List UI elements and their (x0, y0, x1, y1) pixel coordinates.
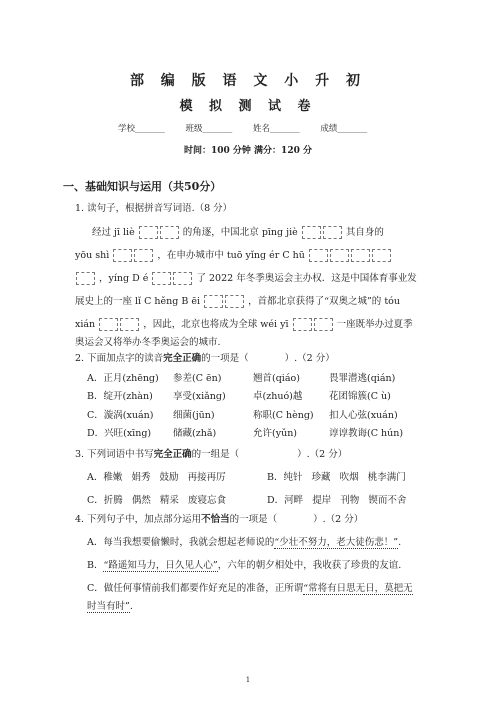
pinyin-box[interactable] (330, 249, 349, 262)
option-word: 刊物 (340, 495, 360, 506)
q1-prompt: 1. 读句子，根据拼音写词语.（8 分） (75, 203, 233, 214)
q1-line-6: 奥运会又将举办冬季奥运会的城市. (75, 337, 221, 348)
q4-prompt-text: ）.（2 分） (313, 514, 364, 525)
q1-text: ，因此，北京也将成为全球 wéi yī (143, 319, 289, 330)
q1-text: 一座既举办过夏季 (336, 319, 413, 330)
name-field[interactable]: 姓名_______ (252, 124, 300, 134)
option-text: C．做任何事情前我们都要作好充足的准备，正所谓 (87, 583, 304, 594)
q1-text: ，首都北京获得了“双奥之城”的 tóu (248, 296, 400, 307)
q1-line-1 (92, 226, 384, 239)
option-word: C．折腾 (87, 495, 123, 506)
q1-line-5 (75, 318, 413, 331)
option-word: B．绽开(zhàn) (87, 391, 153, 402)
q4-prompt-text: 的一项是（ (229, 514, 278, 525)
q4-prompt-emphasis: 不恰当 (201, 514, 230, 525)
option-word: 扣人心弦(xuán) (329, 410, 398, 421)
pinyin-box[interactable] (323, 226, 342, 239)
pinyin-box[interactable] (225, 295, 244, 308)
q2-prompt-text: 的一项是（ (201, 353, 249, 364)
option-word: A．正月(zhēng) (87, 373, 159, 384)
option-word: 卓(zhuó)越 (253, 391, 303, 402)
q3-option-b[interactable] (267, 472, 406, 484)
page-number: 1 (245, 676, 251, 684)
option-text: B． (87, 560, 104, 571)
class-field[interactable]: 班级_______ (185, 124, 233, 134)
pinyin-box[interactable] (173, 272, 192, 285)
q1-text: yōu shì (75, 250, 110, 261)
pinyin-box[interactable] (152, 272, 171, 285)
q1-line-4 (75, 295, 400, 308)
option-word: 鼓励 (159, 472, 179, 483)
q4-prompt (75, 514, 363, 526)
option-dotted-phrase: 时当有时” (87, 601, 130, 612)
pinyin-box[interactable] (309, 249, 328, 262)
time-and-score: 时间：100 分钟 满分：120 分 (184, 146, 312, 156)
q3-prompt (75, 449, 347, 461)
q1-text: xián (75, 319, 96, 330)
pinyin-box[interactable] (120, 318, 139, 331)
option-word: 储藏(zhǎ) (173, 428, 217, 439)
option-word: 参差(C ēn) (173, 373, 222, 384)
q2-prompt-emphasis: 完全正确 (163, 353, 202, 364)
option-word: 精采 (159, 495, 179, 506)
pinyin-box[interactable] (76, 272, 95, 285)
option-word: 畏罪潜逃(qián) (329, 373, 396, 384)
option-word: C．漩涡(xuán) (87, 410, 154, 421)
option-text: A．每当我想要偷懒时，我就会想起老师说的 (87, 537, 275, 548)
q4-prompt-text: 4. 下列句子中，加点部分运用 (75, 514, 202, 525)
q3-prompt-emphasis: 完全正确 (153, 449, 192, 460)
section-heading: 一、基础知识与运用（共50分） (63, 180, 222, 193)
q3-option-c[interactable] (87, 495, 226, 507)
pinyin-box[interactable] (160, 226, 179, 239)
pinyin-box[interactable] (134, 249, 153, 262)
option-word: 桃李满门 (367, 472, 406, 483)
pinyin-box[interactable] (99, 318, 118, 331)
option-word: 娟秀 (131, 472, 151, 483)
q1-text: 了 2022 年冬季奥运会主办权．这是中国体育事业发 (196, 273, 417, 284)
option-word: 偶然 (131, 495, 151, 506)
option-word: A．稚嫩 (87, 472, 123, 483)
q3-prompt-text: ）.（2 分） (297, 449, 348, 460)
pinyin-box[interactable] (314, 318, 333, 331)
q4-option-b[interactable] (87, 560, 401, 572)
q1-line-3 (75, 272, 417, 285)
pinyin-box[interactable] (139, 226, 158, 239)
option-word: 允许(yǔn) (253, 428, 298, 439)
option-word: 谆谆教诲(C hún) (329, 428, 404, 439)
q3-option-d[interactable] (267, 495, 406, 507)
q1-text: 的角逐，中国北京 pīng jiè (182, 227, 298, 238)
option-dotted-phrase: “少壮不努力，老大徒伤悲！” (274, 537, 399, 548)
q1-text: ，在申办城市中 tuō yǐng ér C hū (157, 250, 305, 261)
option-word: D．河畔 (267, 495, 304, 506)
option-word: 称职(C hèng) (253, 410, 314, 421)
q4-option-c-cont (87, 601, 133, 613)
option-word: 细菌(jūn) (173, 410, 215, 421)
exam-subtitle: 模 拟 测 试 卷 (179, 99, 317, 114)
pinyin-box[interactable] (372, 249, 391, 262)
option-word: 废寝忘食 (188, 495, 227, 506)
pinyin-box[interactable] (302, 226, 321, 239)
q3-prompt-text: 的一组是（ (191, 449, 240, 460)
pinyin-box[interactable] (204, 295, 223, 308)
option-word: 提岸 (312, 495, 332, 506)
option-word: B．纯针 (267, 472, 303, 483)
pinyin-box[interactable] (351, 249, 370, 262)
q1-text: 经过 jī liè (92, 227, 135, 238)
q2-prompt (75, 353, 335, 365)
option-text: ，六年的朝夕相处中，我收获了珍贵的友谊. (217, 560, 402, 571)
option-text: . (398, 537, 402, 548)
score-field[interactable]: 成绩_______ (320, 124, 368, 134)
option-word: 吹烟 (339, 472, 359, 483)
option-dotted-phrase: “路遥知马力，日久见人心” (103, 560, 218, 571)
option-word: 花团锦簇(C ù) (329, 391, 391, 402)
q1-line-2 (75, 249, 392, 262)
option-word: 锲而不舍 (368, 495, 407, 506)
q1-text: 展史上的一座 lǐ C hěng B ēi (75, 296, 201, 307)
pinyin-box[interactable] (113, 249, 132, 262)
option-word: 翘首(qiáo) (253, 373, 300, 384)
q2-prompt-text: ）.（2 分） (284, 353, 335, 364)
student-info-fields (118, 122, 385, 134)
option-text: . (129, 601, 133, 612)
exam-title: 部 编 版 语 文 小 升 初 (129, 73, 367, 89)
option-word: 享受(xiǎng) (173, 391, 226, 402)
option-word: 珍藏 (311, 472, 331, 483)
q1-text: ，yíng D é (99, 273, 149, 284)
q3-option-a[interactable] (87, 472, 226, 484)
option-word: D．兴旺(xīng) (87, 428, 152, 439)
q3-prompt-text: 3. 下列词语中书写 (75, 449, 154, 460)
pinyin-box[interactable] (293, 318, 312, 331)
school-field[interactable]: 学校_______ (118, 124, 165, 134)
q4-option-c[interactable] (87, 583, 413, 595)
q2-prompt-text: 2. 下面加点字的读音 (75, 353, 164, 364)
option-dotted-phrase: “常将有日思无日，莫把无 (303, 583, 413, 594)
option-word: 再接再厉 (187, 472, 226, 483)
q4-option-a[interactable] (87, 537, 401, 549)
q1-text: 其自身的 (345, 227, 384, 238)
